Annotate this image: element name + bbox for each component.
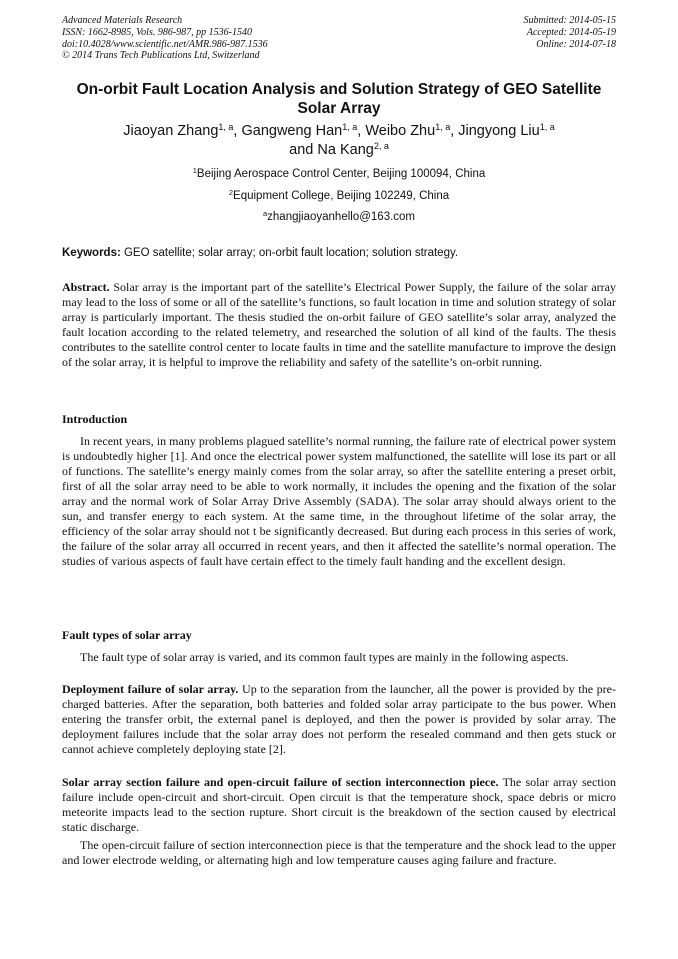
- fault-types-intro-paragraph: The fault type of solar array is varied, and its common fault types are mainly in the following aspects.: [80, 650, 569, 664]
- online-date: Online: 2014-07-18: [536, 38, 616, 50]
- title-line-2: Solar Array: [297, 100, 381, 117]
- section-failure-paragraph: Solar array section failure and open-circuit failure of section interconnection piece. The solar array section failure include open-circuit and short-circuit. Open circuit is that the temperature shock, space debris or micro meteorite impacts lead to the section rupture. Short circuit is the breakdown of the section caused by electrical static discharge.: [62, 775, 617, 834]
- author-name: Weibo Zhu: [365, 123, 436, 139]
- authors-line-2: and Na Kang$^{2, a}$: [289, 140, 389, 158]
- abstract-paragraph: [62, 280, 616, 370]
- author-list: [62, 122, 616, 159]
- author-name: Jingyong Liu: [458, 123, 540, 139]
- abstract-text: Solar array is the important part of the satellite’s Electrical Power Supply, the failure of the solar array may lead to the loss of some or all of the satellite’s functions, so fault location in time and solution strategy of solar array is particularly important. The thesis studied the on-orbit failure of GEO satellite’s solar array, analyzed the fault location according to the related telemetry, and researched the solution of all kind of the faults. The thesis contributes to the satellite control center to locate faults in time and the satellite manufacture to improve the design of the solar array, it is helpful to improve the reliability and safety of the satellite’s on-orbit running.: [62, 280, 616, 369]
- journal-info: [62, 15, 268, 62]
- journal-name: Advanced Materials Research: [62, 15, 183, 26]
- introduction-paragraph: In recent years, in many problems plagued satellite’s normal running, the failure rate of electrical power system is undoubtedly higher [1]. And once the electrical power system malfunctioned, the satellite will lose its part or all of functions. The satellite’s energy mainly comes from the solar array, so after the satellite entering a preset orbit, first of all the solar array need to be able to work normally, it includes the opening and the fixation of the solar array and the normal work of Solar Array Drive Assembly (SADA). The solar array should always orient to the sun, and transfer energy to each system. At the same time, in the throughout lifetime of the solar array, the efficiency of the solar array should not t be significantly decreased. But during each process in this series of work, the failure of the solar array all occurred in recent years, and then it affected the satellite’s normal operation. The studies of various aspects of fault have certain effect to the timely fault handing and the excellent design.: [62, 434, 616, 568]
- title-line-1: On-orbit Fault Location Analysis and Solution Strategy of GEO Satellite: [76, 81, 602, 98]
- author-affil-mark: 1, a: [218, 122, 234, 132]
- submitted-date: Submitted: 2014-05-15: [523, 15, 616, 26]
- author-affil-mark: 1, a: [539, 122, 555, 132]
- copyright: © 2014 Trans Tech Publications Ltd, Switzerland: [62, 50, 260, 62]
- deployment-failure-label: Deployment failure of solar array.: [62, 682, 239, 696]
- author-name: Na Kang: [317, 141, 374, 158]
- author-name: Gangweng Han: [241, 123, 343, 139]
- contact-email: $^a$zhangjiaoyanhello@163.com: [262, 209, 416, 223]
- issn: ISSN: 1662-8985, Vols. 986-987, pp 1536-1540: [62, 26, 252, 38]
- section-heading-fault-types: Fault types of solar array: [62, 628, 192, 642]
- keywords-text: GEO satellite; solar array; on-orbit fault location; solution strategy.: [120, 247, 459, 259]
- author-affil-mark: 1, a: [435, 122, 451, 132]
- affiliation-1: $^1$Beijing Aerospace Control Center, Beijing 100094, China: [192, 166, 486, 180]
- page-header: [62, 15, 616, 65]
- open-circuit-paragraph: The open-circuit failure of section interconnection piece is that the temperature and the shock lead to the upper and lower electrode welding, or alternating high and low temperature causes aging failure and fracture.: [62, 838, 616, 867]
- author-affil-mark: 2, a: [373, 140, 389, 151]
- section-failure-label: Solar array section failure and open-circuit failure of section interconnection piece.: [62, 775, 499, 789]
- section-heading-introduction: Introduction: [62, 412, 128, 426]
- author-affil-mark: 1, a: [342, 122, 358, 132]
- abstract-label: Abstract.: [62, 280, 110, 294]
- keywords: [62, 246, 616, 260]
- author-name: Jiaoyan Zhang: [123, 123, 219, 139]
- deployment-failure-paragraph: Deployment failure of solar array. Up to the separation from the launcher, all the power is provided by the pre-charged batteries. After the separation, both batteries and folded solar array participate to the bus power. When entering the transfer orbit, the external panel is deployed, and then the power is provided by solar array. The deployment failures include that the solar array does not perform the resealed command and then gets stuck or cannot achieve completely deploying state [2].: [62, 682, 616, 756]
- authors-line-1: Jiaoyan Zhang$^{1, a}$, Gangweng Han$^{1, a}$, Weibo Zhu$^{1, a}$, Jingyong Liu$^{1, a}$: [123, 122, 555, 139]
- paper-title: [62, 80, 616, 118]
- keywords-label: Keywords:: [62, 247, 121, 259]
- doi: doi:10.4028/www.scientific.net/AMR.986-987.1536: [62, 38, 268, 50]
- affiliation-2: $^2$Equipment College, Beijing 102249, China: [228, 188, 450, 202]
- accepted-date: Accepted: 2014-05-19: [526, 26, 616, 38]
- dates-info: [524, 15, 617, 50]
